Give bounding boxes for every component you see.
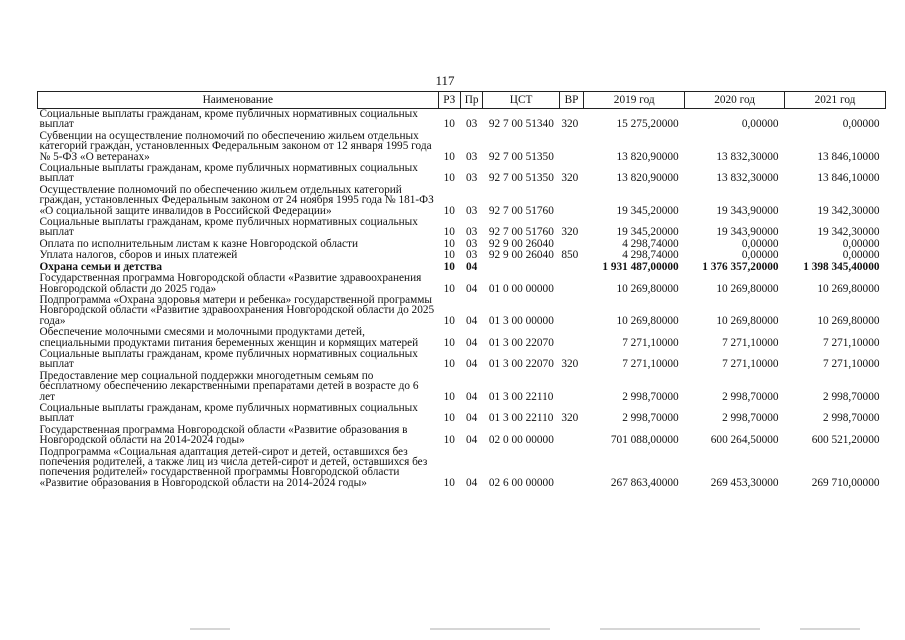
- cell-name: Осуществление полномочий по обеспечению жильем отдельных категорий граждан, установленных Федеральным законом от 24 ноября 1995 года № 181-ФЗ «О социальной защите инвалидов в Российской Федерации»: [39, 183, 434, 217]
- cell-vr: 320: [561, 412, 579, 425]
- header-2020: 2020 год: [685, 92, 785, 109]
- cell-rz: 10: [443, 434, 455, 447]
- cell-2021: 13 846,10000: [817, 172, 880, 185]
- cell-pr: 04: [466, 390, 478, 403]
- cell-pr: 03: [466, 226, 478, 239]
- cell-rz: 10: [443, 358, 455, 371]
- cell-pr: 04: [466, 314, 478, 327]
- cell-2020: 19 343,90000: [716, 226, 779, 239]
- cell-rz: 10: [443, 412, 455, 425]
- cell-2021: 19 342,30000: [817, 226, 880, 239]
- table-row: [38, 371, 886, 403]
- cell-cst: 01 0 00 00000: [488, 282, 554, 295]
- cell-rz: 10: [443, 150, 455, 163]
- cell-cst: 92 9 00 26040: [488, 249, 554, 262]
- cell-pr: 03: [466, 172, 478, 185]
- table-body: [38, 109, 886, 490]
- header-2021: 2021 год: [785, 92, 886, 109]
- cell-2021: 0,00000: [842, 249, 880, 262]
- cell-2020: 10 269,80000: [716, 282, 779, 295]
- scan-noise: [190, 628, 230, 630]
- cell-2020: 0,00000: [741, 237, 779, 250]
- header-name: Наименование: [38, 92, 439, 109]
- table-row: [38, 425, 886, 447]
- cell-cst: 92 9 00 26040: [488, 237, 554, 250]
- cell-vr: 320: [561, 358, 579, 371]
- table-row: [38, 163, 886, 185]
- cell-rz: 10: [443, 118, 455, 131]
- table-row: [38, 109, 886, 131]
- cell-name: Подпрограмма «Социальная адаптация детей-сирот и детей, оставшихся без попечения родителей, а также лиц из числа детей-сирот и детей, оставшихся без попечения родителей» государственной программы Новгородской области «Развитие образования в Новгородской области на 2014-2024 годы»: [39, 445, 428, 489]
- cell-name: Социальные выплаты гражданам, кроме публичных нормативных социальных выплат: [39, 108, 418, 131]
- cell-rz: 10: [443, 172, 455, 185]
- cell-2020: 7 271,10000: [722, 358, 779, 371]
- budget-table: [37, 91, 886, 489]
- cell-cst: 01 3 00 22070: [488, 358, 554, 371]
- cell-name: Социальные выплаты гражданам, кроме публичных нормативных социальных выплат: [39, 162, 418, 185]
- cell-name: Социальные выплаты гражданам, кроме публичных нормативных социальных выплат: [39, 216, 418, 239]
- cell-pr: 04: [466, 412, 478, 425]
- cell-2019: 1 931 487,00000: [602, 260, 679, 273]
- cell-2020: 10 269,80000: [716, 314, 779, 327]
- cell-pr: 03: [466, 237, 478, 250]
- cell-cst: 01 3 00 22070: [488, 336, 554, 349]
- cell-2019: 19 345,20000: [616, 226, 679, 239]
- cell-2019: 7 271,10000: [622, 358, 679, 371]
- cell-2019: 4 298,74000: [622, 249, 679, 262]
- cell-cst: [483, 262, 559, 273]
- cell-pr: 03: [466, 118, 478, 131]
- cell-rz: 10: [443, 282, 455, 295]
- table-row: [38, 403, 886, 425]
- table-row: [38, 250, 886, 261]
- cell-2019: 15 275,20000: [616, 118, 679, 131]
- cell-cst: 01 3 00 22110: [488, 390, 554, 403]
- cell-cst: 92 7 00 51350: [488, 172, 554, 185]
- cell-2019: 267 863,40000: [610, 476, 679, 489]
- cell-name: Государственная программа Новгородской области «Развитие образования в Новгородской области на 2014-2024 годы»: [39, 423, 408, 447]
- cell-cst: 01 3 00 22110: [488, 412, 554, 425]
- cell-2021: 7 271,10000: [823, 336, 880, 349]
- cell-rz: 10: [443, 390, 455, 403]
- header-pr: Пр: [460, 92, 482, 109]
- cell-2019: 7 271,10000: [622, 336, 679, 349]
- table-row: [38, 273, 886, 295]
- table-row: [38, 131, 886, 163]
- cell-2019: 2 998,70000: [622, 412, 679, 425]
- cell-rz: 10: [443, 204, 455, 217]
- cell-vr: [559, 131, 583, 163]
- cell-2021: 2 998,70000: [823, 390, 880, 403]
- table-row: [38, 295, 886, 327]
- cell-pr: 04: [466, 476, 478, 489]
- cell-cst: 92 7 00 51760: [488, 204, 554, 217]
- cell-2019: 4 298,74000: [622, 237, 679, 250]
- cell-name: Субвенции на осуществление полномочий по обеспечению жильем отдельных категорий граждан, установленных Федеральным законом от 12 января 1995 года № 5-ФЗ «О ветеранах»: [39, 129, 432, 163]
- cell-2021: 13 846,10000: [817, 150, 880, 163]
- cell-2021: 10 269,80000: [817, 314, 880, 327]
- cell-cst: 02 6 00 00000: [488, 476, 554, 489]
- cell-cst: 92 7 00 51350: [488, 150, 554, 163]
- cell-2021: 0,00000: [842, 237, 880, 250]
- cell-name: Обеспечение молочными смесями и молочными продуктами детей, специальными продуктами питания беременных женщин и кормящих матерей: [39, 326, 419, 349]
- cell-vr: [559, 447, 583, 490]
- scan-noise: [800, 628, 860, 630]
- cell-2020: 13 832,30000: [716, 172, 779, 185]
- cell-2020: 2 998,70000: [722, 412, 779, 425]
- cell-2020: 13 832,30000: [716, 150, 779, 163]
- cell-2021: 19 342,30000: [817, 204, 880, 217]
- cell-2020: 0,00000: [741, 249, 779, 262]
- header-vr: ВР: [559, 92, 583, 109]
- cell-vr: [559, 185, 583, 217]
- header-cst: ЦСТ: [483, 92, 559, 109]
- cell-2020: 7 271,10000: [722, 336, 779, 349]
- table-row: [38, 327, 886, 349]
- table-header-row: [38, 92, 886, 109]
- cell-vr: [559, 273, 583, 295]
- table-row: [38, 349, 886, 371]
- cell-2021: 1 398 345,40000: [803, 260, 880, 273]
- cell-rz: 10: [443, 260, 455, 273]
- cell-pr: 04: [466, 260, 478, 273]
- cell-2021: 2 998,70000: [823, 412, 880, 425]
- cell-2021: 0,00000: [842, 118, 880, 131]
- cell-name: Государственная программа Новгородской области «Развитие здравоохранения Новгородской области до 2025 года»: [39, 272, 422, 295]
- cell-2019: 2 998,70000: [622, 390, 679, 403]
- cell-2020: 0,00000: [741, 118, 779, 131]
- cell-2020: 1 376 357,20000: [702, 260, 779, 273]
- table-row: [38, 217, 886, 239]
- cell-pr: 03: [466, 204, 478, 217]
- cell-2021: 7 271,10000: [823, 358, 880, 371]
- cell-2019: 10 269,80000: [616, 314, 679, 327]
- page-number: 117: [435, 73, 455, 88]
- table-row: [38, 185, 886, 217]
- cell-2020: 269 453,30000: [710, 476, 779, 489]
- cell-rz: 10: [443, 336, 455, 349]
- cell-name: Уплата налогов, сборов и иных платежей: [39, 249, 238, 262]
- cell-vr: 850: [561, 249, 579, 262]
- cell-pr: 04: [466, 282, 478, 295]
- cell-cst: 92 7 00 51760: [488, 226, 554, 239]
- cell-vr: 320: [561, 172, 579, 185]
- cell-pr: 03: [466, 150, 478, 163]
- cell-2021: 269 710,00000: [811, 476, 880, 489]
- cell-name: Подпрограмма «Охрана здоровья матери и ребенка» государственной программы Новгородской области «Развитие здравоохранения Новгородской области до 2025 года»: [39, 293, 435, 327]
- scan-noise: [430, 628, 550, 630]
- cell-rz: 10: [443, 314, 455, 327]
- cell-pr: 03: [466, 249, 478, 262]
- cell-rz: 10: [443, 249, 455, 262]
- cell-2019: 13 820,90000: [616, 150, 679, 163]
- cell-name: Охрана семьи и детства: [39, 260, 163, 273]
- cell-rz: 10: [443, 237, 455, 250]
- cell-2019: 701 088,00000: [610, 434, 679, 447]
- cell-2019: 19 345,20000: [616, 204, 679, 217]
- cell-rz: 10: [443, 226, 455, 239]
- cell-2020: 19 343,90000: [716, 204, 779, 217]
- cell-2019: 10 269,80000: [616, 282, 679, 295]
- cell-name: Предоставление мер социальной поддержки многодетным семьям по бесплатному обеспечению лекарственными препаратами детей в возрасте до 6 лет: [39, 369, 419, 403]
- cell-pr: 04: [466, 434, 478, 447]
- cell-name: Оплата по исполнительным листам к казне Новгородской области: [39, 237, 358, 250]
- scan-noise: [600, 628, 760, 630]
- cell-cst: 01 3 00 00000: [488, 314, 554, 327]
- cell-2020: 600 264,50000: [710, 434, 779, 447]
- cell-name: Социальные выплаты гражданам, кроме публичных нормативных социальных выплат: [39, 401, 418, 425]
- cell-vr: [559, 295, 583, 327]
- cell-2021: 10 269,80000: [817, 282, 880, 295]
- cell-2021: 600 521,20000: [811, 434, 880, 447]
- cell-vr: [559, 425, 583, 447]
- cell-vr: [559, 327, 583, 349]
- cell-vr: 320: [561, 118, 579, 131]
- header-rz: РЗ: [438, 92, 460, 109]
- cell-2019: 13 820,90000: [616, 172, 679, 185]
- cell-vr: [559, 262, 583, 273]
- cell-rz: 10: [443, 476, 455, 489]
- cell-pr: 04: [466, 336, 478, 349]
- cell-cst: 02 0 00 00000: [488, 434, 554, 447]
- cell-pr: 04: [466, 358, 478, 371]
- cell-cst: 92 7 00 51340: [488, 118, 554, 131]
- table-row: [38, 447, 886, 490]
- header-2019: 2019 год: [584, 92, 685, 109]
- cell-name: Социальные выплаты гражданам, кроме публичных нормативных социальных выплат: [39, 347, 418, 371]
- cell-vr: [559, 371, 583, 403]
- cell-2020: 2 998,70000: [722, 390, 779, 403]
- cell-vr: 320: [561, 226, 579, 239]
